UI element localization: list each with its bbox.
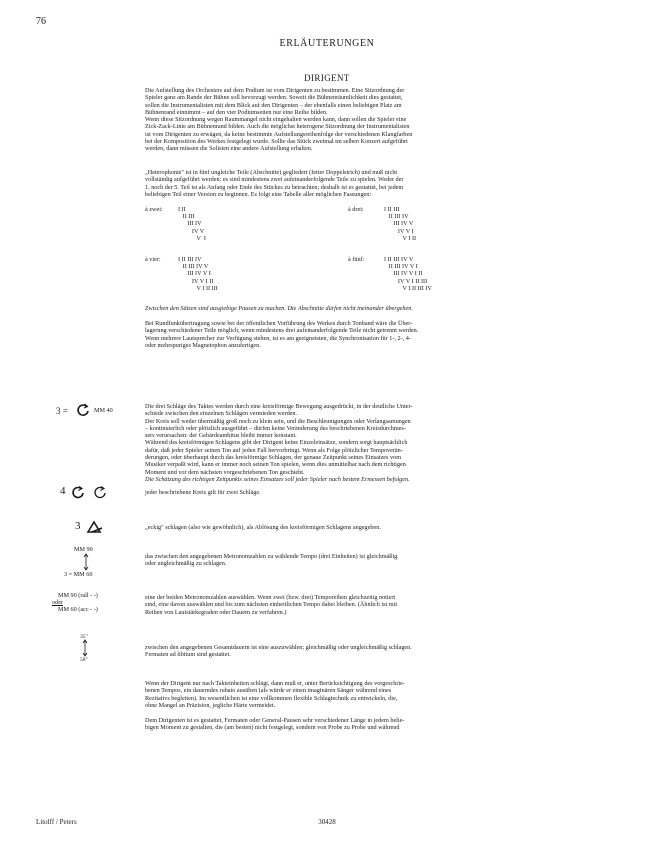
table-block-a-fuenf: I II III IV V II III IV V I III IV V I II IV V I II III V I II III IV (384, 256, 432, 292)
angular-beat-icon (86, 520, 104, 534)
circular-beat-icon (76, 403, 90, 417)
paragraph-duration-range: zwischen den angegebenen Gesamtdauern ist eine auszuwählen; gleichmäßig oder ungleichmäßig schlagen. Fermaten ad libitum sind gestattet. (145, 644, 412, 659)
page-number: 76 (36, 16, 46, 27)
symbol-tempo-range: MM 90 3 = MM 60 (64, 546, 93, 578)
table-block-a-drei: I II III II III IV III IV V IV V I V I II (384, 206, 417, 242)
paragraph-seating: Die Aufstellung des Orchesters auf dem Podium ist vom Dirigenten zu bestimmen. Eine Sitzordnung der Spieler ganz am Rande der Bühne soll bevorzugt werden. Soweit die Bühnenräumlichkeit dies gestattet, sollen die Instrumentalisten mit dem Blick auf den Dirigenten – der ebenfalls einen beliebigen Platz am Bühnenrand einnimmt – auf den vier Podiumseiten nur eine Reihe bilden. Wenn diese Sitzordnung wegen Raummangel nicht eingehalten werden kann, dann sollen die Spieler eine Zick-Zack-Linie am Bühnenrand bilden. Auch die möglichst heterogene Sitzordnung der Instrumentalisten ist vom Dirigenten zu erwägen, da keine bestimmte Aufstellungsreihenfolge der verschiedenen Klangfarben bei der Komposition des Werkes festgelegt wurde. Sollte das Stück zweimal im selben Konzert aufgeführt werden, dann müssen die Solisten eine andere Aufstellung erhalten. (145, 87, 413, 153)
paragraph-angular-beat: „eckig" schlagen (also wie gewöhnlich), als Ablösung des kreisförmigen Schlagens angegeben. (145, 524, 381, 531)
table-block-a-zwei: I II II III III IV IV V V I (178, 206, 206, 242)
paragraph-tempo-choice: eine der beiden Metronomzahlen auswählen. Wenn zwei (bzw. drei) Temporeihen gleichzeitig notiert sind, eine davon auswählen und bis zum nächsten einheitlichen Tempo dabei bleiben. (Ähnlich ist mit Reihen von Lautstärkegraden oder Dauern zu verfahren.) (145, 594, 398, 616)
page-title: ERLÄUTERUNGEN (279, 38, 375, 49)
table-label-a-zwei: à zwei: (145, 206, 163, 213)
table-label-a-drei: à drei: (348, 206, 364, 213)
table-block-a-vier: I II III IV II III IV V III IV V I IV V I II V I II III (178, 256, 218, 292)
table-label-a-fuenf: à fünf: (348, 256, 365, 263)
tempo-range-arrow-icon (83, 554, 89, 570)
paragraph-two-beats: jeder beschriebene Kreis gilt für zwei Schläge. (145, 489, 261, 496)
publisher-footer: Litolff / Peters (36, 818, 77, 826)
symbol-tempo-choice: MM 90 (rall - -) oder MM 60 (acc - -) (52, 592, 98, 613)
paragraph-rubato: Wenn der Dirigent nur nach Takteinheiten schlägt, dann muß er, unter Berücksichtigung des vorgeschrie- benen Tempos, ein dauerndes rubato ausüben (als würde er einen imaginären Sänger während eines Rezitativs begleiten). Im wesentlichen ist eine vollkommen flexible Schlagtechnik zu entwickeln, die, ohne Mangel an Präzision, jegliche Härte vermeidet. (145, 680, 405, 709)
paragraph-tempo-range: das zwischen den angegebenen Metronomzahlen zu wählende Tempo (drei Einheiten) ist gleichmäßig oder ungleichmäßig zu schlagen. (145, 553, 398, 568)
table-label-a-vier: à vier: (145, 256, 161, 263)
paragraph-heterophonie: „Heterophonie" ist in fünf ungleiche Teile (Abschnitte) gegliedert (fetter Doppelstrich) und muß nicht vollständig aufgeführt werden: es sind mindestens zwei aufeinanderfolgende Teile zu spielen. Weder der 1. noch der 5. Teil ist als Anfang oder Ende des Stückes zu betrachten; deshalb ist es gestattet, bei jedem beliebigen Teil einer Version zu beginnen. Es folgt eine Tabelle aller möglichen Fassungen: (145, 169, 404, 198)
paragraph-broadcast: Bei Rundfunkübertragung sowie bei der öffentlichen Vorführung des Werkes durch Tonband wäre die Über- lagerung verschiedener Teile möglich, wenn mindestens drei aufeinanderfolgende Teile nicht getrennt werden. Wenn mehrere Lautsprecher zur Verfügung stehen, ist es am geeignetsten, die Synchronisation für 1-, 2-, 4- oder mehrspuriges Magnetophon anzufertigen. (145, 320, 419, 349)
paragraph-fermatas: Dem Dirigenten ist es gestattet, Fermaten oder General-Pausen sehr verschiedener Länge in jedem belie- bigen Moment zu gestalten, die (am besten) nicht festgelegt, sondern von Probe zu Probe und während (145, 717, 405, 732)
section-title: DIRIGENT (304, 73, 350, 83)
duration-range-arrow-icon (82, 640, 88, 656)
plate-number: 30428 (318, 818, 336, 826)
double-circle-beat-icon (72, 486, 108, 500)
paragraph-pauses: Zwischen den Sätzen sind ausgiebige Pausen zu machen. Die Abschnitte dürfen nicht ineinander übergehen. (145, 305, 413, 312)
paragraph-circular-beat: Die drei Schläge des Taktes werden durch eine kreisförmige Bewegung ausgedrückt, in der deutliche Unter- schiede zwischen den einzelnen Schlägen vermieden werden. Der Kreis soll weder übermäßig groß noch zu klein sein, und die Beschleunigungen oder Verlangsamungen – kontinuierlich oder plötzlich ausgeführt – dürfen keine Veränderung des beschriebenen Kreisdurchmes- sers verursachen: der Gebärdeambitus bleibt immer konstant. Während des kreisförmigen Schlagens gibt der Dirigent keine Einzeleinsätze, sondern sorgt hauptsächlich dafür, daß jeder Spieler seinen Ton auf jeden Fall hervorbringt. Wenn als Folge plötzlicher Tempoverän- derungen, oder überhaupt durch das kreisförmige Schlagen, der genaue Zeitpunkt seines Einsatzes vom Musiker verpaßt wird, kann er immer noch seinen Ton spielen, wenn dies unmittelbar nach dem richtigen Moment und vor dem nächsten vorgeschriebenen Ton geschieht. Die Schätzung des richtigen Zeitpunkts seines Einsatzes soll jeder Spieler nach bestem Ermessen befolgen. (145, 403, 413, 483)
symbol-duration-range: 35" 58" (80, 634, 88, 663)
